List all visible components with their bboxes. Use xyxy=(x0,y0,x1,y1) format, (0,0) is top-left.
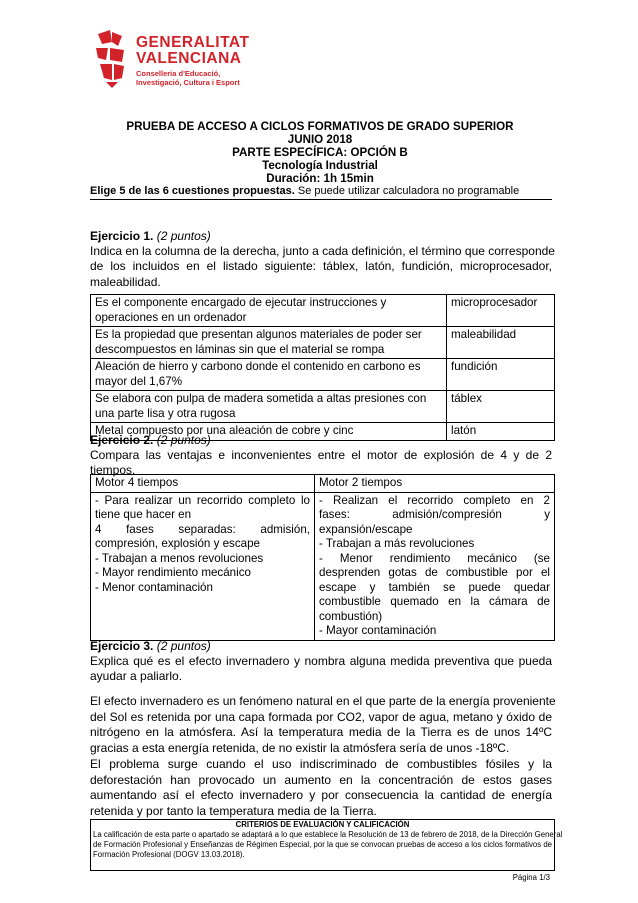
table-row xyxy=(91,391,555,423)
col1-content: - Para realizar un recorrido completo lo tiene que hacer en 4 fases separadas: admisión, compresión, explosión y escape - Trabajan a menos revoluciones - Mayor rendimiento mecánico - Menor contaminación xyxy=(91,492,315,640)
col1-header: Motor 4 tiempos xyxy=(91,475,315,493)
term-cell: microprocesador xyxy=(447,295,555,327)
criteria-line: La calificación de esta parte o apartado se adaptará a lo que establece la Resolución de 13 de febrero de 2018, de la Dirección General xyxy=(93,830,563,839)
table-row xyxy=(91,359,555,391)
term-cell: fundición xyxy=(447,359,555,391)
ex1-heading xyxy=(90,229,211,244)
page-number: Página 1/3 xyxy=(512,873,550,882)
term-cell: latón xyxy=(447,423,555,441)
logo-text-valenciana: VALENCIANA xyxy=(136,50,242,67)
logo-text-generalitat: GENERALITAT xyxy=(136,34,250,51)
ex1-statement xyxy=(90,244,555,290)
exam-duration: Duración: 1h 15min xyxy=(266,172,374,185)
exam-part: PARTE ESPECÍFICA: OPCIÓN B xyxy=(232,146,408,159)
ex3-statement xyxy=(90,654,552,685)
exam-subject: Tecnología Industrial xyxy=(262,159,378,172)
table-row xyxy=(91,492,555,640)
ex2-title: Ejercicio 2. xyxy=(90,433,154,447)
table-header-row xyxy=(91,475,555,493)
term-cell: táblex xyxy=(447,391,555,423)
ex1-statement-line: Indica en la columna de la derecha, junto a cada definición, el término que corresponde xyxy=(90,244,555,258)
ex1-statement-line: de los incluidos en el listado siguiente: táblex, latón, fundición, microprocesador, xyxy=(90,259,552,274)
ex2-statement-line: Compara las ventajas e inconvenientes entre el motor de explosión de 4 y de 2 xyxy=(90,448,552,462)
ex1-statement-line: maleabilidad. xyxy=(90,274,161,289)
table-row xyxy=(91,295,555,327)
definition-cell: Es el componente encargado de ejecutar instrucciones y operaciones en un ordenador xyxy=(91,295,447,327)
ex1-title: Ejercicio 1. xyxy=(90,229,154,243)
ex3-answer-paragraph-1: El efecto invernadero es un fenómeno natural en el que parte de la energía proveniente del Sol es retenida por una capa formada por CO2, vapor de agua, metano y óxido de nitrógeno en la atmósfera. Así la temperatura media de la Tierra es de unos 14ºC gracias a esta energía retenida, de no existir la atmósfera sería de unos -18ºC. xyxy=(90,694,556,755)
ex1-points: (2 puntos) xyxy=(156,229,211,243)
instructions-normal: Se puede utilizar calculadora no programable xyxy=(294,185,520,197)
definition-cell: Se elabora con pulpa de madera sometida a altas presiones con una parte lisa y otra rugosa xyxy=(91,391,447,423)
instructions-bold: Elige 5 de las 6 cuestiones propuestas. xyxy=(90,185,295,197)
criteria-line: de Formación Profesional y Enseñanzas de Régimen Especial, por la que se convocan pruebas de acceso a los ciclos formativos de xyxy=(93,840,552,849)
term-cell: maleabilidad xyxy=(447,327,555,359)
instructions xyxy=(90,184,552,198)
ex3-title: Ejercicio 3. xyxy=(90,639,154,653)
exam-title: PRUEBA DE ACCESO A CICLOS FORMATIVOS DE GRADO SUPERIOR xyxy=(126,120,514,133)
logo-text-conselleria: Conselleria d'Educació, xyxy=(136,69,221,78)
ex3-heading xyxy=(90,639,211,654)
col2-header: Motor 2 tiempos xyxy=(315,475,555,493)
ex3-points: (2 puntos) xyxy=(156,639,211,653)
ex2-points: (2 puntos) xyxy=(156,433,211,447)
ex3-statement-line: Explica qué es el efecto invernadero y nombra alguna medida preventiva que pueda xyxy=(90,654,552,668)
col2-content: - Realizan el recorrido completo en 2 fases: admisión/compresión y expansión/escape - Trabajan a más revoluciones - Menor rendimiento mecánico (se desprenden gotas de combustible por el escape y también se puede quedar combustible quemado en la cámara de combustión) - Mayor contaminación xyxy=(315,492,555,640)
logo-text-department: Investigació, Cultura i Esport xyxy=(136,78,240,87)
definition-cell: Metal compuesto por una aleación de cobre y cinc xyxy=(91,423,447,441)
ex1-table xyxy=(90,294,555,441)
ex3-statement-line: ayudar a paliarlo. xyxy=(90,669,183,684)
exam-date: JUNIO 2018 xyxy=(287,133,353,146)
ex2-statement-line: tiempos. xyxy=(90,463,136,478)
ex3-answer-paragraph-2: El problema surge cuando el uso indiscriminado de combustibles fósiles y la deforestación han provocado un aumento en la concentración de estos gases aumentando así el efecto invernadero y por consecuencia la cantidad de energía retenida y por tanto la temperatura media de la Tierra. xyxy=(90,757,552,818)
criteria-line: Formación Profesional (DOGV 13.03.2018). xyxy=(93,850,245,859)
coat-of-arms-icon xyxy=(92,28,132,88)
definition-cell: Aleación de hierro y carbono donde el contenido en carbono es mayor del 1,67% xyxy=(91,359,447,391)
evaluation-criteria-box xyxy=(90,819,563,871)
ex2-heading xyxy=(90,433,211,448)
definition-cell: Es la propiedad que presentan algunos materiales de poder ser descompuestos en láminas sin que el material se rompa xyxy=(91,327,447,359)
table-row xyxy=(91,327,555,359)
header-divider xyxy=(90,199,552,200)
criteria-heading: CRITERIOS DE EVALUACIÓN Y CALIFICACIÓN xyxy=(235,820,410,829)
generalitat-logo xyxy=(92,26,332,96)
ex2-table xyxy=(90,474,555,641)
